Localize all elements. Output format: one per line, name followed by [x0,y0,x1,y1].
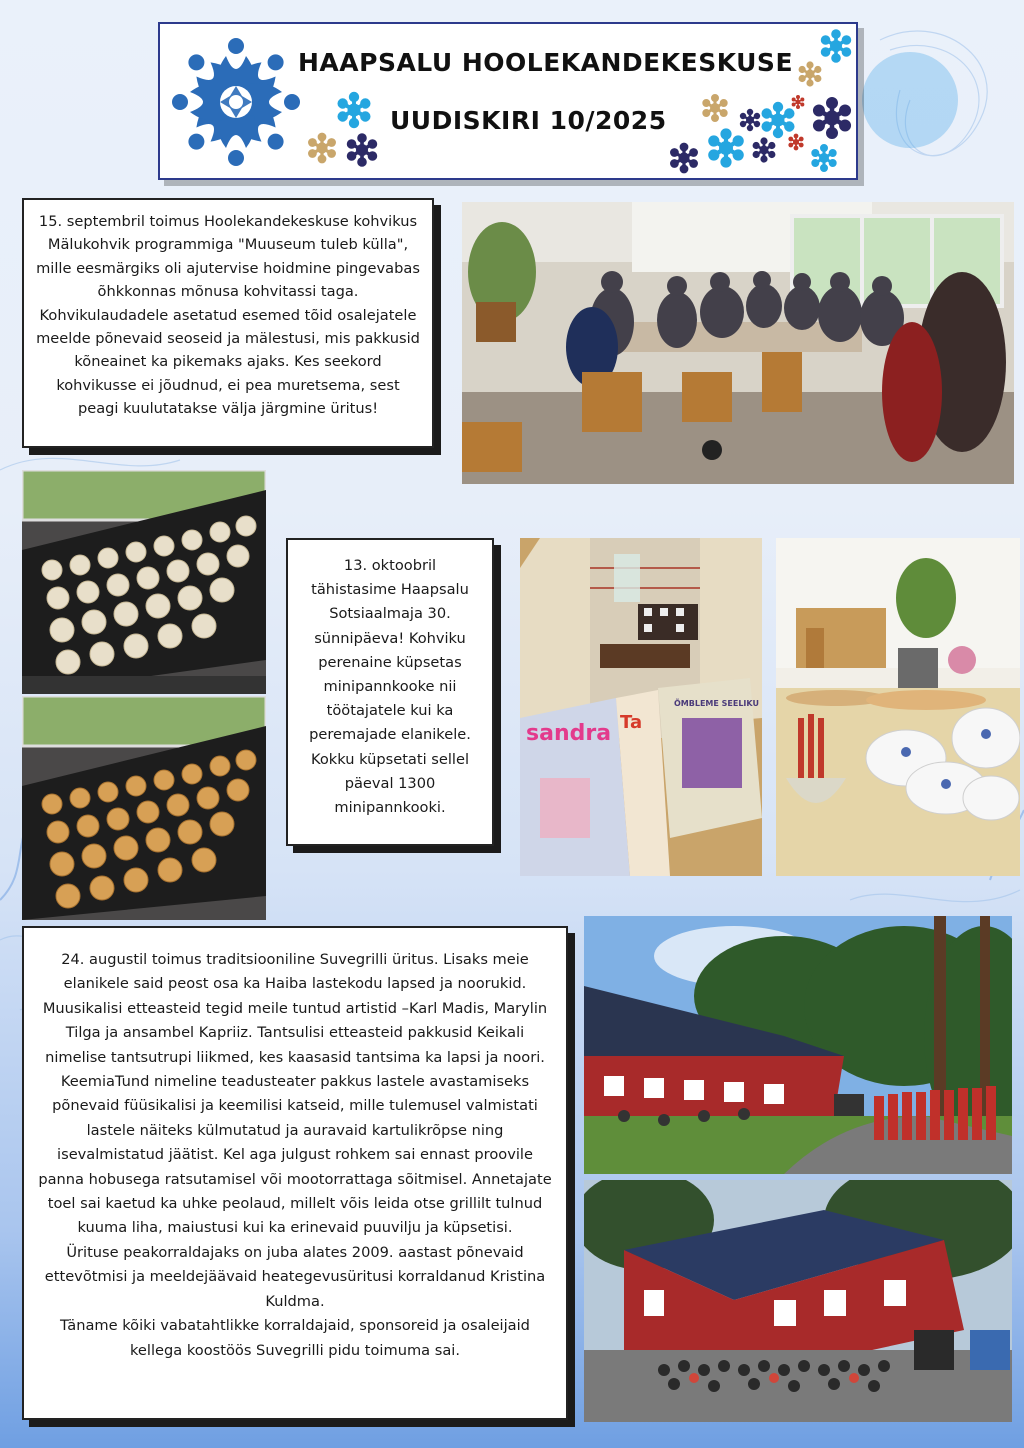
article-suvegrill-text-box [22,926,568,1420]
article-cafe-text: 15. septembril toimus Hoolekandekeskuse kohvikus Mälukohvik programmiga "Muuseum tuleb külla", mille eesmärgiks oli ajutervise hoidmine pingevabas õhkkonnas mõnusa kohvitassi taga. Kohvikulaudadele asetatud esemed tõid osalejatele meelde põnevaid seoseid ja mälestusi, mis pakkusid kõneainet ka pikemaks ajaks. Kes seekord kohvikusse ei jõudnud, ei pea muretsema, sest peagi kuulutatakse välja järgmine üritus! [36,213,420,418]
article-suvegrill-text: 24. augustil toimus traditsiooniline Suvegrilli üritus. Lisaks meie elanikele said peost osa ka Haiba lastekodu lapsed ja noorukid. Muusikalisi etteasteid tegid meile tuntud artistid –Karl Madis, Marylin Tilga ja ansambel Kapriiz. Tantsulisi etteasteid pakkusid Keikali nimelise tantsutrupi liikmed, kes kaasasid tantsima ka lapsi ja noori. KeemiaTund nimeline teadusteater pakkus lastele avastamiseks põnevaid füüsikalisi ja keemilisi katseid, mille tulemusel valmistati lastele näiteks külmutatud ja auravaid kartulikrõpse ning isevalmistatud jäätist. Kel aga julgust rohkem sai ennast proovile panna hobusega ratsutamisel või mootorrattaga sõitmisel. Annetajate toel sai kaetud ka uhke peolaud, millelt võis leida otse grillilt tulnud kuuma liha, maiustusi kui ka erinevaid puuvilju ja küpsetisi. Ürituse peakorraldajaks on juba alates 2009. aastast põnevaid ettevõtmisi ja meeldejäävaid heategevusüritusi korraldanud Kristina Kuldma. Täname kõiki vabatahtlikke korraldajaid, sponsoreid ja osaleijaid kellega koostöös Suvegrilli pidu toimuma sai. [38,951,552,1359]
magazine-title-seeliku: ÕMBLEME SEELIKU [674,699,759,708]
article-cafe-text-box [22,198,434,448]
newsletter-header [158,22,858,180]
magazine-title-sandra: sandra [526,721,612,746]
magazine-title-ta: Ta [620,712,643,733]
pancakes-baked-photo [22,696,266,920]
article-birthday-text-box [286,538,494,846]
snowflake-decor-icon [160,24,860,182]
pancakes-raw-photo [22,470,266,694]
suvegrill-dance-photo [584,916,1012,1174]
article-birthday-text: 13. oktoobril tähistasime Haapsalu Sotsiaalmaja 30. sünnipäeva! Kohviku perenaine küpsetas minipannkooke nii töötajatele kui ka peremajade elanikele. Kokku küpsetati sellel päeval 1300 minipannkooki. [309,557,471,817]
suvegrill-group-photo [584,1180,1012,1422]
magazines-table-photo [520,538,762,876]
title-line-2: UUDISKIRI 10/2025 [390,106,667,135]
tea-set-photo [776,538,1020,876]
cafe-event-photo [462,202,1014,484]
title-line-1: HAAPSALU HOOLEKANDEKESKUSE [298,48,794,77]
